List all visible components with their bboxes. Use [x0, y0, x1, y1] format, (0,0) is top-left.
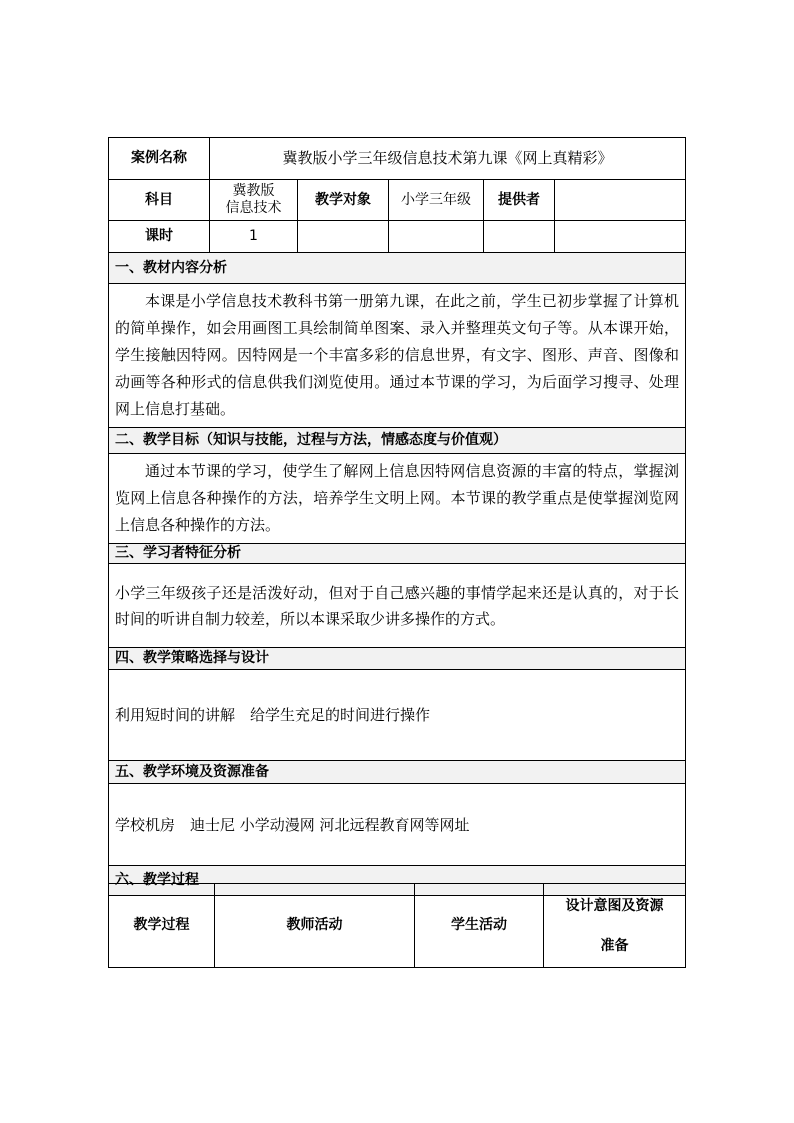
subject-row — [109, 180, 686, 221]
case-name-label: 案例名称 — [109, 138, 210, 180]
subject-value-line2: 信息技术 — [225, 200, 282, 216]
hours-value: 1 — [210, 221, 298, 253]
hours-label: 课时 — [109, 221, 210, 253]
section-2-title: 二、教学目标（知识与技能，过程与方法，情感态度与价值观） — [109, 428, 686, 454]
section-1-title: 一、教材内容分析 — [109, 253, 686, 284]
section-heading-row — [109, 253, 686, 284]
section-heading-row — [109, 544, 686, 564]
section-body-row — [109, 454, 686, 544]
section-body-row — [109, 670, 686, 761]
section-6-title: 六、教学过程 — [109, 866, 686, 896]
process-table — [108, 883, 686, 968]
section-heading-row — [109, 648, 686, 670]
target-label: 教学对象 — [298, 180, 389, 221]
empty-cell — [298, 221, 389, 253]
hours-row — [109, 221, 686, 253]
section-3-text: 小学三年级孩子还是活泼好动，但对于自己感兴趣的事情学起来还是认真的，对于长时间的听讲自制力较差，所以本课采取少讲多操作的方式。 — [109, 564, 686, 648]
section-body-row — [109, 284, 686, 428]
empty-cell — [389, 221, 484, 253]
process-col-intent-line1: 设计意图及资源 — [565, 897, 664, 914]
section-1-text: 本课是小学信息技术教科书第一册第九课，在此之前，学生已初步掌握了计算机的简单操作，如会用画图工具绘制简单图案、录入并整理英文句子等。从本课开始，学生接触因特网。因特网是一个丰富多彩的信息世界，有文字、图形、声音、图像和动画等各种形式的信息供我们浏览使用。通过本节课的学习，为后面学习搜寻、处理网上信息打基础。 — [109, 284, 686, 428]
lesson-plan-table — [108, 137, 686, 896]
section-body-row — [109, 564, 686, 648]
section-heading-row — [109, 761, 686, 784]
section-5-title: 五、教学环境及资源准备 — [109, 761, 686, 784]
case-name-value: 冀教版小学三年级信息技术第九课《网上真精彩》 — [210, 138, 686, 180]
section-4-text: 利用短时间的讲解 给学生充足的时间进行操作 — [109, 670, 686, 761]
section-heading-row — [109, 428, 686, 454]
subject-value — [210, 180, 298, 221]
case-name-row — [109, 138, 686, 180]
provider-label: 提供者 — [484, 180, 555, 221]
section-3-title: 三、学习者特征分析 — [109, 544, 686, 564]
subject-value-line1: 冀教版 — [232, 183, 275, 199]
empty-cell — [484, 221, 555, 253]
target-value: 小学三年级 — [389, 180, 484, 221]
empty-cell — [555, 221, 686, 253]
provider-value — [555, 180, 686, 221]
section-5-text: 学校机房 迪士尼 小学动漫网 河北远程教育网等网址 — [109, 784, 686, 866]
subject-label: 科目 — [109, 180, 210, 221]
section-4-title: 四、教学策略选择与设计 — [109, 648, 686, 670]
section-2-text: 通过本节课的学习，使学生了解网上信息因特网信息资源的丰富的特点，掌握浏览网上信息各种操作的方法，培养学生文明上网。本节课的教学重点是使掌握浏览网上信息各种操作的方法。 — [109, 454, 686, 544]
process-col-student: 学生活动 — [415, 884, 544, 968]
process-col-intent — [544, 884, 686, 968]
process-col-intent-line2: 准备 — [600, 937, 629, 954]
process-header-row — [109, 884, 686, 968]
process-col-stage: 教学过程 — [109, 884, 215, 968]
process-col-teacher: 教师活动 — [215, 884, 415, 968]
section-body-row — [109, 784, 686, 866]
